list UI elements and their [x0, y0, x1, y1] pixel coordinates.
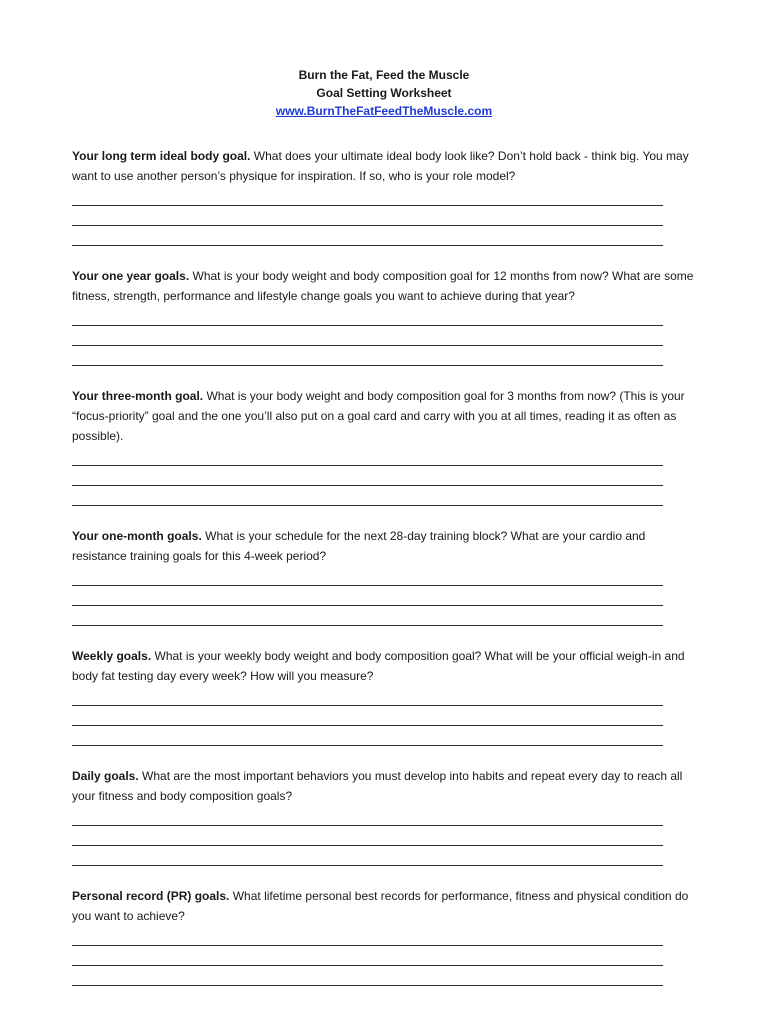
document-subtitle: Goal Setting Worksheet — [316, 86, 452, 100]
section-label: Personal record (PR) goals. — [72, 889, 230, 903]
section-label: Daily goals. — [72, 769, 139, 783]
answer-line[interactable] — [72, 346, 663, 366]
answer-line[interactable] — [72, 726, 663, 746]
answer-line[interactable] — [72, 306, 663, 326]
answer-line[interactable] — [72, 686, 663, 706]
answer-line[interactable] — [72, 846, 663, 866]
section-label: Your one-month goals. — [72, 529, 202, 543]
document-title: Burn the Fat, Feed the Muscle — [298, 68, 470, 82]
section-question: What lifetime personal best records for performance, fitness and physical condition do you want to achieve? — [72, 889, 689, 923]
section-label: Your three-month goal. — [72, 389, 204, 403]
section-question: What does your ultimate ideal body look like? Don’t hold back - think big. You may want to use another person’s physique for inspiration. If so, who is your role model? — [72, 149, 689, 183]
section-question: What is your weekly body weight and body composition goal? What will be your official weigh-in and body fat testing day every week? How will you measure? — [72, 649, 685, 683]
answer-line[interactable] — [72, 706, 663, 726]
answer-line[interactable] — [72, 946, 663, 966]
section-question: What is your body weight and body composition goal for 12 months from now? What are some fitness, strength, performance and lifestyle change goals you want to achieve during that year? — [72, 269, 694, 303]
section-prompt — [72, 646, 700, 686]
section-prompt — [72, 266, 700, 306]
answer-line[interactable] — [72, 466, 663, 486]
answer-line[interactable] — [72, 486, 663, 506]
answer-line[interactable] — [72, 206, 663, 226]
section-prompt — [72, 386, 700, 446]
section-label: Weekly goals. — [72, 649, 152, 663]
website-link[interactable]: www.BurnTheFatFeedTheMuscle.com — [275, 104, 493, 118]
answer-line[interactable] — [72, 826, 663, 846]
section-prompt — [72, 526, 700, 566]
worksheet-header — [0, 66, 768, 120]
answer-line[interactable] — [72, 806, 663, 826]
answer-line[interactable] — [72, 566, 663, 586]
section-one-month-goals — [72, 526, 700, 626]
answer-line[interactable] — [72, 326, 663, 346]
answer-line[interactable] — [72, 926, 663, 946]
answer-line[interactable] — [72, 226, 663, 246]
section-prompt — [72, 886, 700, 926]
answer-line[interactable] — [72, 606, 663, 626]
answer-line[interactable] — [72, 446, 663, 466]
answer-line[interactable] — [72, 966, 663, 986]
section-prompt — [72, 766, 700, 806]
section-question: What is your schedule for the next 28-day training block? What are your cardio and resistance training goals for this 4-week period? — [72, 529, 646, 563]
section-label: Your one year goals. — [72, 269, 190, 283]
section-three-month-goal — [72, 386, 700, 506]
worksheet-page — [72, 66, 700, 120]
section-weekly-goals — [72, 646, 700, 746]
answer-line[interactable] — [72, 586, 663, 606]
section-pr-goals — [72, 886, 700, 986]
section-prompt — [72, 146, 700, 186]
section-question: What is your body weight and body composition goal for 3 months from now? (This is your “focus-priority” goal and the one you’ll also put on a goal card and carry with you at all times, reading it as often as possible). — [72, 389, 685, 443]
section-long-term-goal — [72, 146, 700, 246]
section-label: Your long term ideal body goal. — [72, 149, 251, 163]
section-daily-goals — [72, 766, 700, 866]
section-question: What are the most important behaviors you must develop into habits and repeat every day to reach all your fitness and body composition goals? — [72, 769, 683, 803]
section-one-year-goals — [72, 266, 700, 366]
answer-line[interactable] — [72, 186, 663, 206]
